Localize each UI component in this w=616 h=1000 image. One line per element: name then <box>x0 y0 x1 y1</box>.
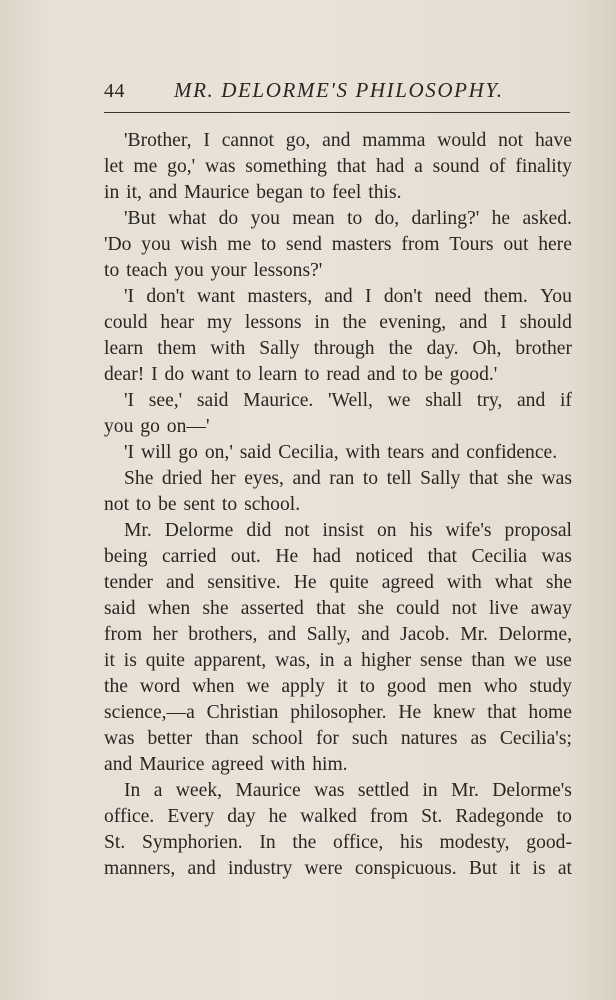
text-line: dear! I do want to learn to read and to be good.' <box>104 364 498 385</box>
text-line: tender and sensitive. He quite agreed with what she <box>104 572 572 593</box>
text-line: said when she asserted that she could not live away <box>104 598 572 619</box>
text-line: from her brothers, and Sally, and Jacob. Mr. Delorme, <box>104 624 572 645</box>
text-line: office. Every day he walked from St. Radegonde to <box>104 806 572 827</box>
text-line: it is quite apparent, was, in a higher sense than we use <box>104 650 572 671</box>
text-line: 'Brother, I cannot go, and mamma would not have <box>124 130 572 151</box>
text-line: the word when we apply it to good men who study <box>104 676 572 697</box>
page-number: 44 <box>104 80 125 102</box>
text-line: in it, and Maurice began to feel this. <box>104 182 402 203</box>
text-line: to teach you your lessons?' <box>104 260 323 281</box>
text-line: could hear my lessons in the evening, and I should <box>104 312 572 333</box>
text-line: In a week, Maurice was settled in Mr. Delorme's <box>124 780 572 801</box>
text-line: St. Symphorien. In the office, his modesty, good- <box>104 832 572 853</box>
body-text <box>104 128 572 882</box>
text-line: being carried out. He had noticed that Cecilia was <box>104 546 572 567</box>
text-line: let me go,' was something that had a sound of finality <box>104 156 572 177</box>
text-line: and Maurice agreed with him. <box>104 754 348 775</box>
page-header <box>104 76 572 106</box>
text-line: science,—a Christian philosopher. He knew that home <box>104 702 572 723</box>
text-line: not to be sent to school. <box>104 494 301 515</box>
text-line: learn them with Sally through the day. Oh, brother <box>104 338 572 359</box>
text-line: 'I don't want masters, and I don't need them. You <box>124 286 572 307</box>
text-line: Mr. Delorme did not insist on his wife's proposal <box>124 520 572 541</box>
text-line: 'Do you wish me to send masters from Tours out here <box>104 234 572 255</box>
text-line: 'But what do you mean to do, darling?' he asked. <box>124 208 572 229</box>
header-rule <box>104 112 570 113</box>
running-title: MR. DELORME'S PHILOSOPHY. <box>174 78 504 102</box>
text-line: 'I see,' said Maurice. 'Well, we shall try, and if <box>124 390 572 411</box>
text-line: 'I will go on,' said Cecilia, with tears and confidence. <box>124 442 558 463</box>
text-line: was better than school for such natures as Cecilia's; <box>104 728 572 749</box>
text-line: manners, and industry were conspicuous. But it is at <box>104 858 572 879</box>
text-line: you go on—' <box>104 416 210 437</box>
text-line: She dried her eyes, and ran to tell Sally that she was <box>124 468 572 489</box>
